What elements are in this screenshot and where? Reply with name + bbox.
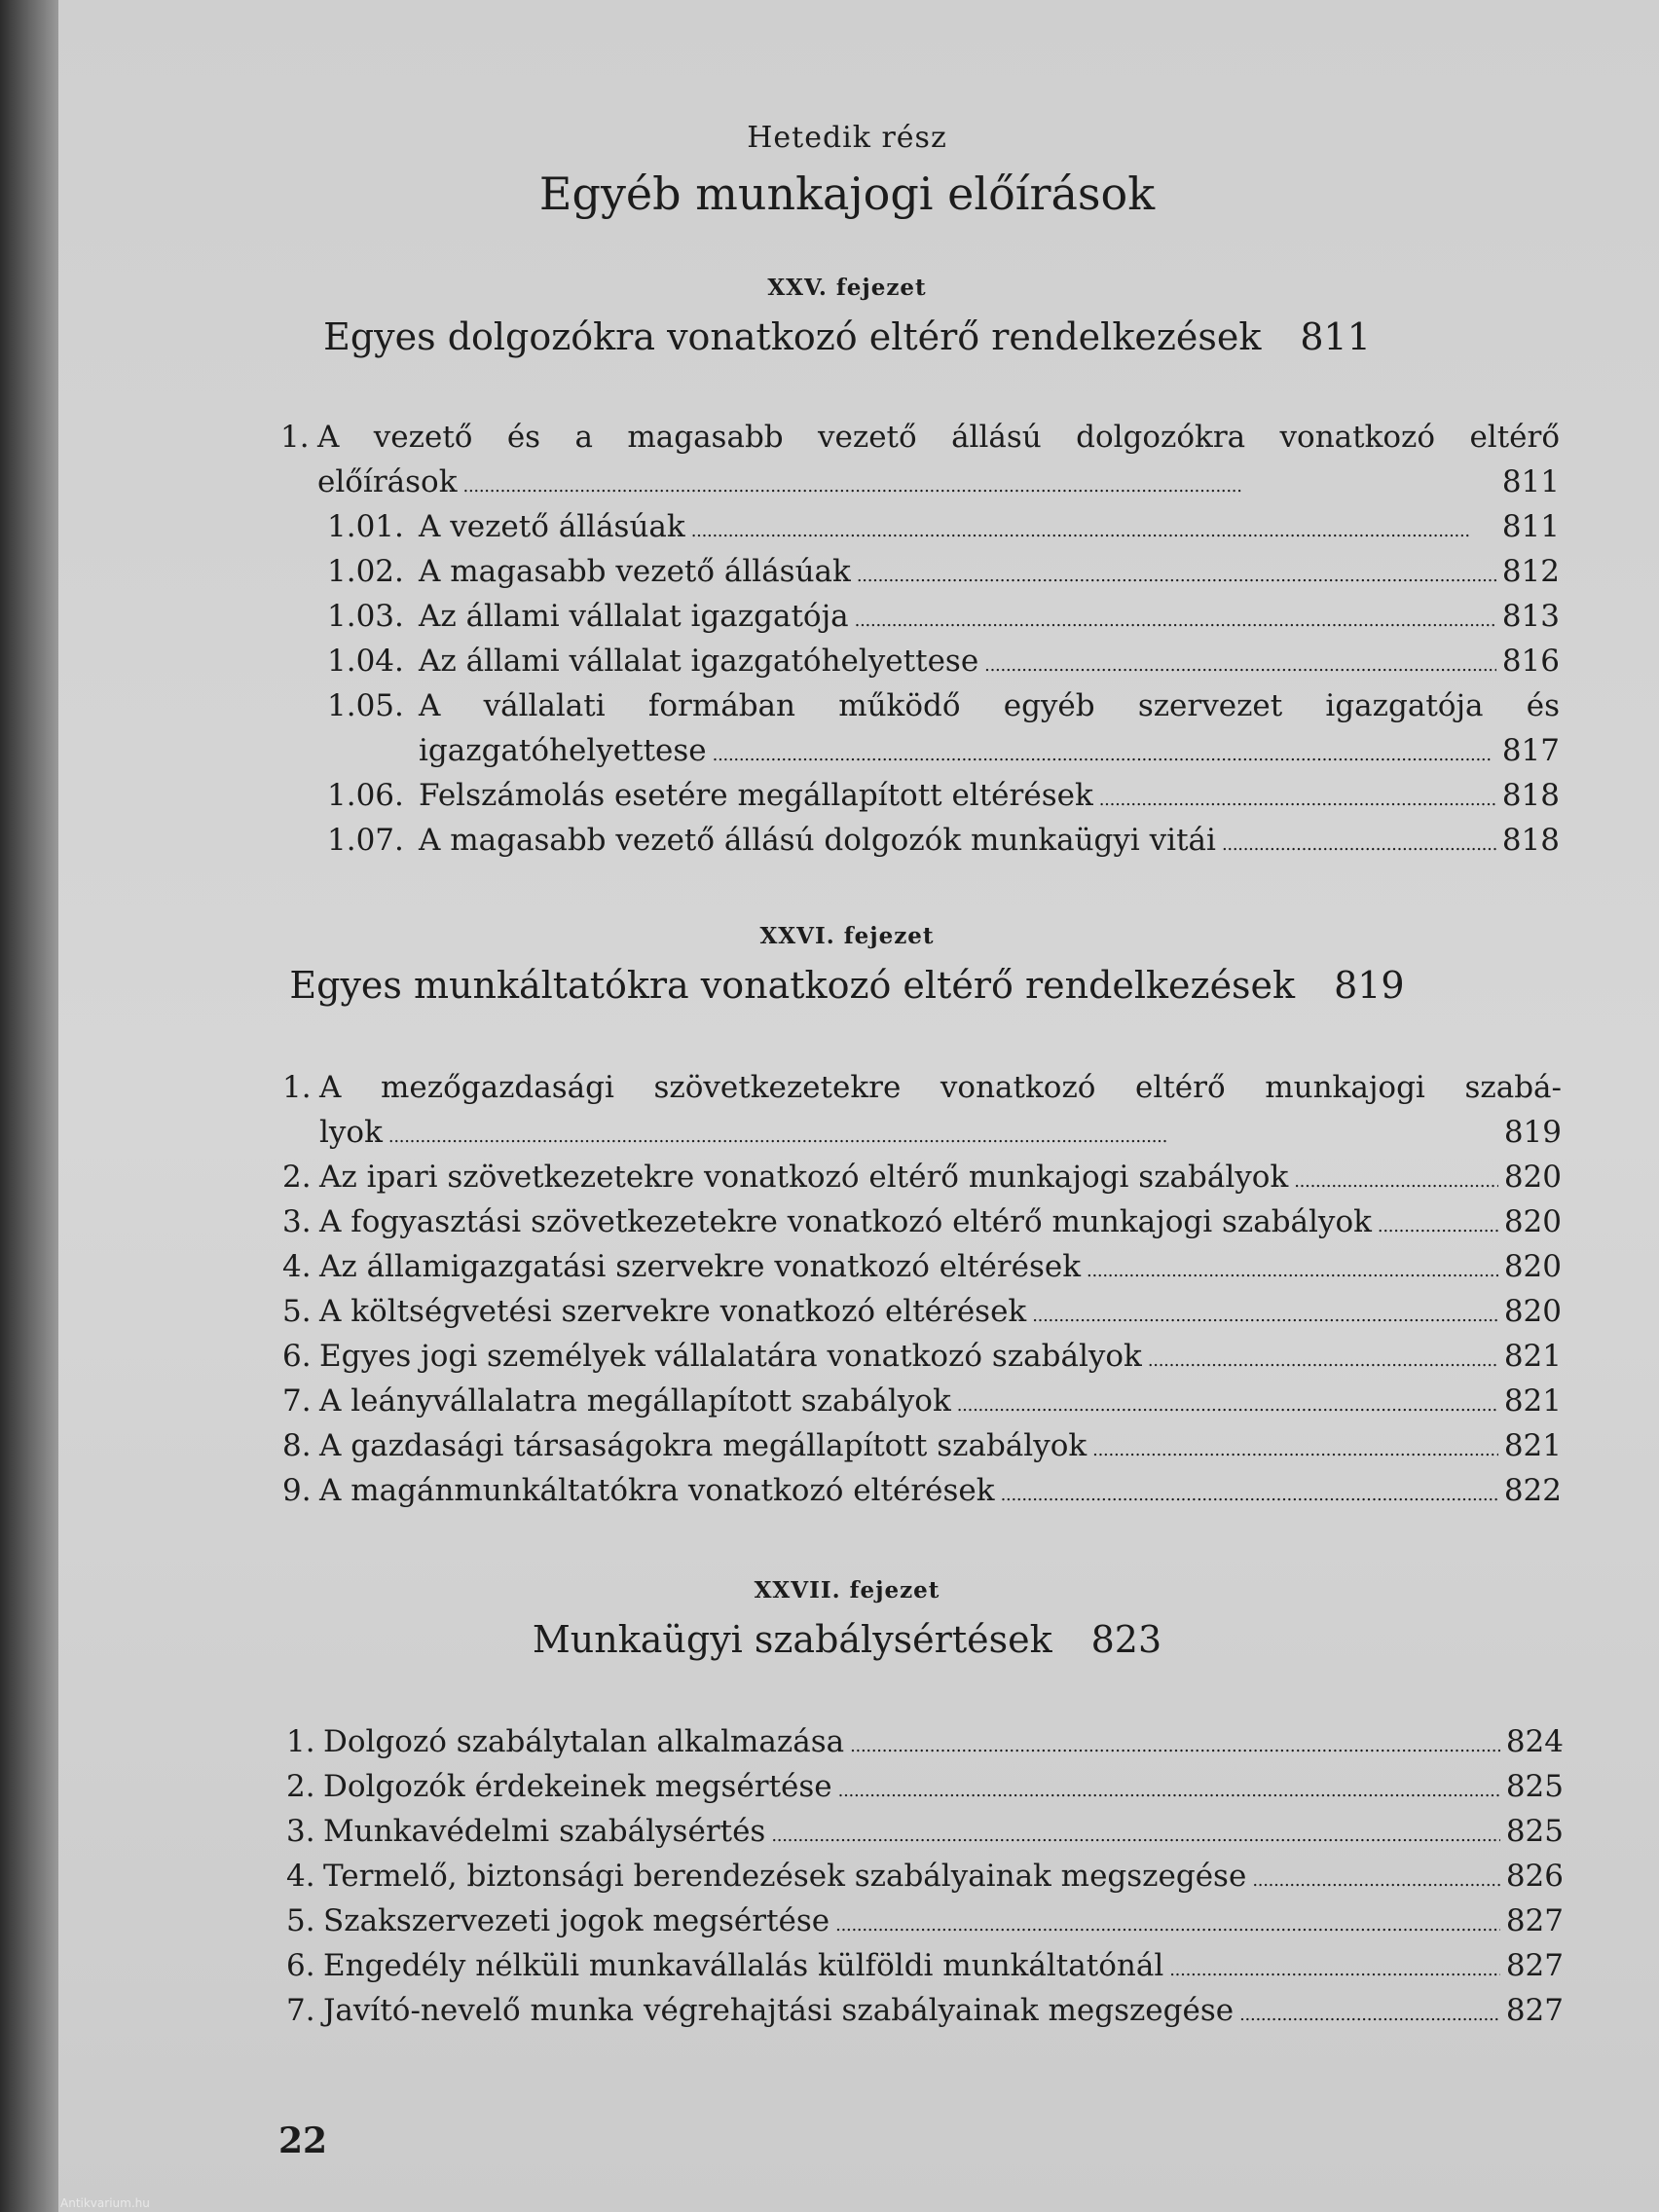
part-title: Egyéb munkajogi előírások <box>538 167 1156 220</box>
toc-entry <box>317 460 1560 504</box>
toc-entry-title-start: A mezőgazdasági szövetkezetekre vonatkozó eltérő munkajogi szabá- <box>319 1070 1562 1105</box>
toc-entry-number: 2. <box>286 1769 315 1804</box>
chapter-title-text: Egyes munkáltatókra vonatkozó eltérő rendelkezések <box>289 964 1296 1007</box>
toc-entry-number: 1. <box>286 1724 315 1759</box>
toc-entry-title: Az államigazgatási szervekre vonatkozó eltérések <box>319 1249 1081 1284</box>
toc-entry <box>286 1854 1564 1899</box>
chapter-title-text: Egyes dolgozókra vonatkozó eltérő rendelkezések <box>323 315 1262 358</box>
toc-entry <box>282 1199 1562 1244</box>
toc-entry-title-start: A vállalati formában működő egyéb szervezet igazgatója és <box>419 688 1560 723</box>
toc-entry <box>327 639 1560 683</box>
toc-entry-number: 3. <box>286 1814 315 1849</box>
toc-entry-page: 817 <box>1501 733 1560 768</box>
book-binding <box>0 0 58 2212</box>
toc-entry <box>286 1719 1564 1764</box>
toc-entry-page: 825 <box>1505 1769 1564 1804</box>
chapter-title <box>58 315 1636 358</box>
toc-entry-page: 820 <box>1503 1204 1562 1239</box>
toc-entry-title: Egyes jogi személyek vállalatára vonatkozó szabályok <box>319 1339 1142 1374</box>
toc-entry <box>282 1289 1562 1334</box>
toc-entry-title: Munkavédelmi szabálysértés <box>323 1814 766 1849</box>
toc-entry <box>282 1155 1562 1199</box>
toc-entry-page: 824 <box>1505 1724 1564 1759</box>
toc-entry-number: 7. <box>286 1993 315 2028</box>
toc-entry-title: Dolgozók érdekeinek megsértése <box>323 1769 832 1804</box>
dot-leader <box>1087 1244 1498 1294</box>
toc-entry-number: 1.03. <box>327 599 404 634</box>
toc-entry <box>327 773 1560 818</box>
toc-entry-page: 822 <box>1503 1473 1562 1508</box>
toc-entry-page: 820 <box>1503 1294 1562 1329</box>
toc-entry-number: 7. <box>282 1383 312 1419</box>
toc-entry-number: 6. <box>282 1339 312 1374</box>
toc-entry-number: 1.07. <box>327 823 404 858</box>
page-number: 22 <box>278 2120 328 2161</box>
toc-entry-title: A magánmunkáltatókra vonatkozó eltérések <box>319 1473 995 1508</box>
toc-entry-page: 811 <box>1501 509 1560 544</box>
toc-entry-page: 827 <box>1505 1993 1564 2028</box>
dot-leader <box>691 504 1496 554</box>
toc-entry-number: 4. <box>286 1859 315 1894</box>
toc-entry <box>419 728 1560 773</box>
toc-entry <box>286 1764 1564 1809</box>
dot-leader <box>1294 1155 1498 1204</box>
toc-entry <box>282 1334 1562 1379</box>
dot-leader <box>850 1719 1500 1769</box>
toc-entry <box>327 504 1560 549</box>
toc-entry-page: 827 <box>1505 1948 1564 1983</box>
toc-entry-page: 818 <box>1501 778 1560 813</box>
toc-entry-number: 1. <box>280 420 310 455</box>
watermark: Antikvarium.hu <box>60 2196 150 2210</box>
toc-entry-title-start: A vezető és a magasabb vezető állású dolgozókra vonatkozó eltérő <box>317 420 1560 455</box>
dot-leader <box>771 1809 1499 1859</box>
toc-entry <box>286 1943 1564 1988</box>
toc-entry-number: 1.06. <box>327 778 404 813</box>
toc-entry <box>282 1423 1562 1468</box>
toc-entry-page: 813 <box>1501 599 1560 634</box>
dot-leader <box>1239 1988 1500 2038</box>
toc-entry-page: 821 <box>1503 1339 1562 1374</box>
toc-entry-number: 8. <box>282 1428 312 1463</box>
chapter-label: XXVII. fejezet <box>754 1577 940 1604</box>
chapter-title <box>58 1618 1636 1661</box>
toc-entry-page: 826 <box>1505 1859 1564 1894</box>
toc-entry-page: 811 <box>1501 464 1560 499</box>
toc-entry-title: A magasabb vezető állásúak <box>419 554 851 589</box>
dot-leader <box>957 1379 1498 1428</box>
toc-entry-number: 9. <box>282 1473 312 1508</box>
chapter-page: 823 <box>1090 1618 1162 1661</box>
toc-entry-title: igazgatóhelyettese <box>419 733 707 768</box>
dot-leader <box>1169 1943 1500 1993</box>
dot-leader <box>713 728 1496 778</box>
toc-entry-title: Szakszervezeti jogok megsértése <box>323 1903 830 1938</box>
toc-entry <box>319 1110 1562 1155</box>
toc-entry-first-line <box>282 1065 1562 1110</box>
chapter-title-text: Munkaügyi szabálysértések <box>532 1618 1052 1661</box>
dot-leader <box>835 1899 1500 1948</box>
dot-leader <box>463 460 1496 509</box>
toc-entry-number: 2. <box>282 1160 312 1195</box>
toc-entry <box>282 1468 1562 1513</box>
toc-entry-title: Az ipari szövetkezetekre vonatkozó eltérő munkajogi szabályok <box>319 1160 1289 1195</box>
dot-leader <box>1032 1289 1498 1339</box>
dot-leader <box>857 549 1496 599</box>
toc-entry-page: 812 <box>1501 554 1560 589</box>
dot-leader <box>1252 1854 1500 1903</box>
dot-leader <box>984 639 1496 688</box>
toc-entry-title: A magasabb vezető állású dolgozók munkaügyi vitái <box>419 823 1216 858</box>
toc-entry-number: 3. <box>282 1204 312 1239</box>
dot-leader <box>1099 773 1496 823</box>
toc-entry-page: 821 <box>1503 1383 1562 1419</box>
toc-entry-page: 818 <box>1501 823 1560 858</box>
toc-entry <box>327 818 1560 863</box>
toc-entry-title: A gazdasági társaságokra megállapított szabályok <box>319 1428 1088 1463</box>
dot-leader <box>1148 1334 1498 1383</box>
toc-entry-page: 827 <box>1505 1903 1564 1938</box>
toc-entry-title: Az állami vállalat igazgatóhelyettese <box>419 644 979 679</box>
toc-entry-page: 820 <box>1503 1249 1562 1284</box>
chapter-page: 811 <box>1300 315 1371 358</box>
toc-entry <box>286 1899 1564 1943</box>
toc-entry-first-line <box>327 683 1560 728</box>
toc-entry-page: 816 <box>1501 644 1560 679</box>
toc-entry <box>286 1809 1564 1854</box>
toc-entry <box>286 1988 1564 2033</box>
book-page <box>58 0 1659 2212</box>
dot-leader <box>838 1764 1500 1814</box>
toc-entry-page: 820 <box>1503 1160 1562 1195</box>
toc-entry-number: 4. <box>282 1249 312 1284</box>
toc-entry-number: 6. <box>286 1948 315 1983</box>
part-label: Hetedik rész <box>747 121 947 155</box>
dot-leader <box>388 1110 1498 1160</box>
toc-entry-number: 1. <box>282 1070 312 1105</box>
dot-leader <box>1378 1199 1498 1249</box>
dot-leader <box>1001 1468 1498 1518</box>
toc-entry-number: 1.05. <box>327 688 404 723</box>
dot-leader <box>855 594 1496 644</box>
toc-entry-title: Az állami vállalat igazgatója <box>419 599 849 634</box>
dot-leader <box>1092 1423 1498 1473</box>
dot-leader <box>1222 818 1496 867</box>
toc-entry-title: A leányvállalatra megállapított szabályok <box>319 1383 951 1419</box>
toc-entry-number: 5. <box>282 1294 312 1329</box>
chapter-title <box>58 964 1636 1007</box>
toc-entry-title: Felszámolás esetére megállapított eltérések <box>419 778 1093 813</box>
toc-entry <box>327 549 1560 594</box>
toc-entry <box>327 594 1560 639</box>
toc-entry-page: 821 <box>1503 1428 1562 1463</box>
toc-entry <box>282 1379 1562 1423</box>
toc-entry-number: 5. <box>286 1903 315 1938</box>
chapter-label: XXVI. fejezet <box>759 923 935 949</box>
toc-entry-title: Termelő, biztonsági berendezések szabályainak megszegése <box>323 1859 1247 1894</box>
toc-entry-title: Dolgozó szabálytalan alkalmazása <box>323 1724 845 1759</box>
toc-entry-number: 1.04. <box>327 644 404 679</box>
toc-entry-title: A költségvetési szervekre vonatkozó eltérések <box>319 1294 1027 1329</box>
toc-entry <box>282 1244 1562 1289</box>
toc-entry-number: 1.02. <box>327 554 404 589</box>
toc-entry-title: Javító-nevelő munka végrehajtási szabályainak megszegése <box>323 1993 1235 2028</box>
toc-entry-page: 819 <box>1503 1115 1562 1150</box>
toc-entry-page: 825 <box>1505 1814 1564 1849</box>
toc-entry-title: előírások <box>317 464 458 499</box>
toc-entry-title: A vezető állásúak <box>419 509 685 544</box>
toc-entry-title: A fogyasztási szövetkezetekre vonatkozó eltérő munkajogi szabályok <box>319 1204 1372 1239</box>
chapter-label: XXV. fejezet <box>767 275 927 301</box>
toc-entry-first-line <box>280 415 1560 460</box>
toc-entry-number: 1.01. <box>327 509 404 544</box>
toc-entry-title: lyok <box>319 1115 383 1150</box>
toc-entry-title: Engedély nélküli munkavállalás külföldi munkáltatónál <box>323 1948 1164 1983</box>
chapter-page: 819 <box>1334 964 1405 1007</box>
